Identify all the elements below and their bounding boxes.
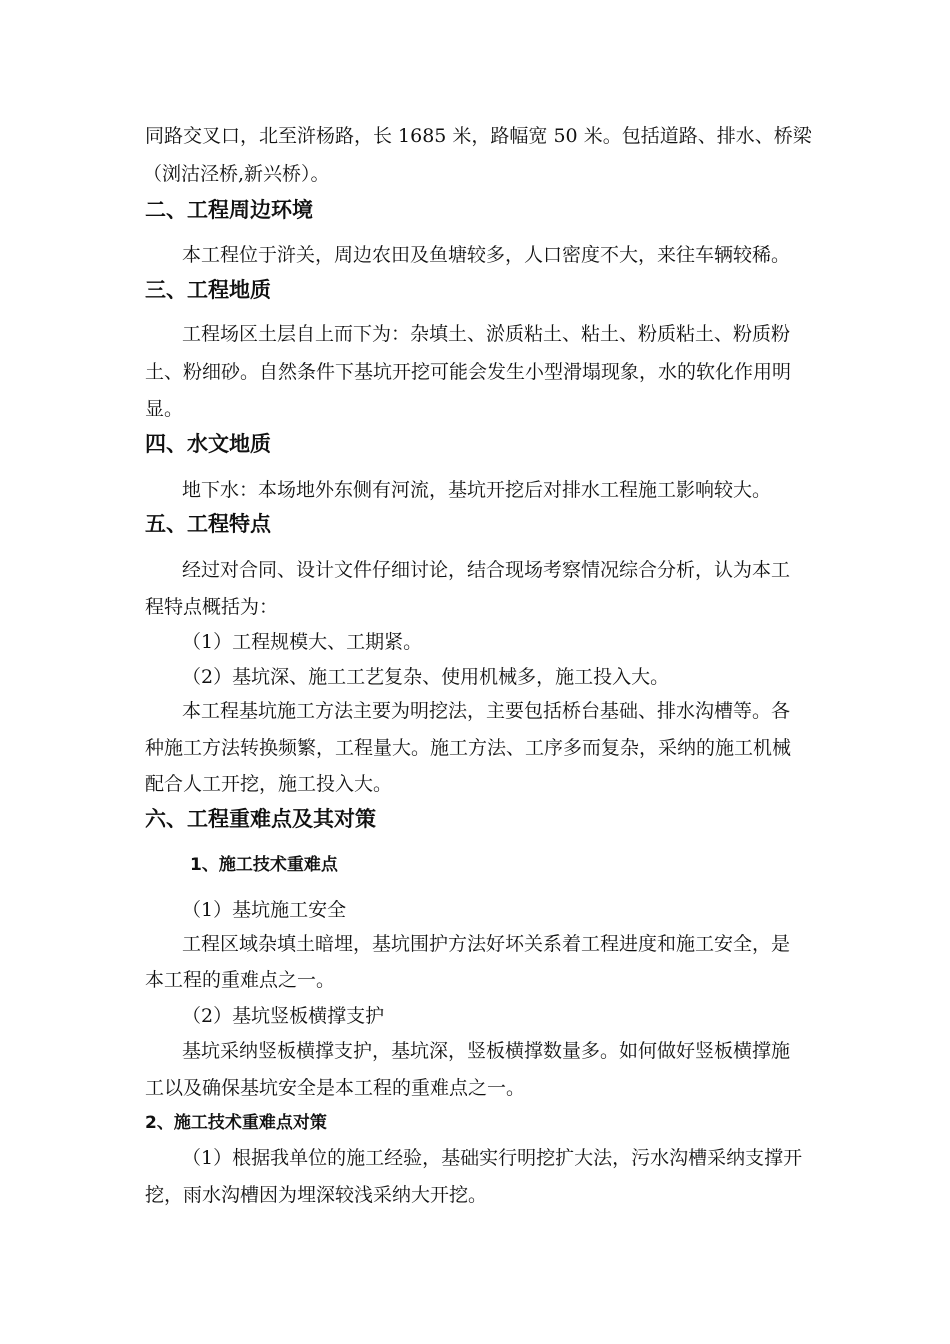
- body-line: 基坑采纳竖板横撑支护，基坑深，竖板横撑数量多。如何做好竖板横撑施: [182, 1040, 791, 1062]
- body-line: 本工程基坑施工方法主要为明挖法，主要包括桥台基础、排水沟槽等。各: [182, 700, 791, 722]
- section-heading: 二、工程周边环境: [145, 198, 313, 222]
- subsection-heading: 1、施工技术重难点: [190, 855, 338, 875]
- body-line: 土、粉细砂。自然条件下基坑开挖可能会发生小型滑塌现象，水的软化作用明: [145, 361, 792, 383]
- body-line: 配合人工开挖，施工投入大。: [145, 773, 393, 795]
- body-line: 同路交叉口，北至浒杨路，长 1685 米，路幅宽 50 米。包括道路、排水、桥梁: [145, 125, 812, 147]
- body-line: 工程区域杂填土暗埋，基坑围护方法好坏关系着工程进度和施工安全，是: [182, 933, 791, 955]
- list-item: （1）工程规模大、工期紧。: [182, 631, 423, 653]
- body-line: 经过对合同、设计文件仔细讨论，结合现场考察情况综合分析，认为本工: [182, 559, 791, 581]
- body-line: 种施工方法转换频繁，工程量大。施工方法、工序多而复杂，采纳的施工机械: [145, 737, 792, 759]
- body-line: 本工程的重难点之一。: [145, 969, 336, 991]
- section-heading: 五、工程特点: [145, 512, 271, 536]
- body-line: （浏沽泾桥,新兴桥）。: [143, 163, 330, 185]
- section-heading: 六、工程重难点及其对策: [145, 807, 376, 831]
- body-line: 工程场区土层自上而下为：杂填土、淤质粘土、粘土、粉质粘土、粉质粉: [182, 323, 791, 345]
- list-item: （2）基坑深、施工工艺复杂、使用机械多，施工投入大。: [182, 666, 670, 688]
- subsection-heading: 2、施工技术重难点对策: [145, 1113, 327, 1133]
- list-item: （2）基坑竖板横撑支护: [182, 1005, 385, 1027]
- body-line: 显。: [145, 398, 184, 420]
- section-heading: 三、工程地质: [145, 278, 271, 302]
- body-line: 程特点概括为：: [145, 596, 279, 618]
- body-line: 地下水：本场地外东侧有河流，基坑开挖后对排水工程施工影响较大。: [182, 479, 772, 501]
- list-item: （1）根据我单位的施工经验，基础实行明挖扩大法，污水沟槽采纳支撑开: [182, 1147, 803, 1169]
- body-line: 工以及确保基坑安全是本工程的重难点之一。: [145, 1077, 526, 1099]
- body-line: 本工程位于浒关，周边农田及鱼塘较多，人口密度不大，来往车辆较稀。: [182, 244, 791, 266]
- body-line: 挖，雨水沟槽因为埋深较浅采纳大开挖。: [145, 1184, 488, 1206]
- list-item: （1）基坑施工安全: [182, 899, 347, 921]
- section-heading: 四、水文地质: [145, 432, 271, 456]
